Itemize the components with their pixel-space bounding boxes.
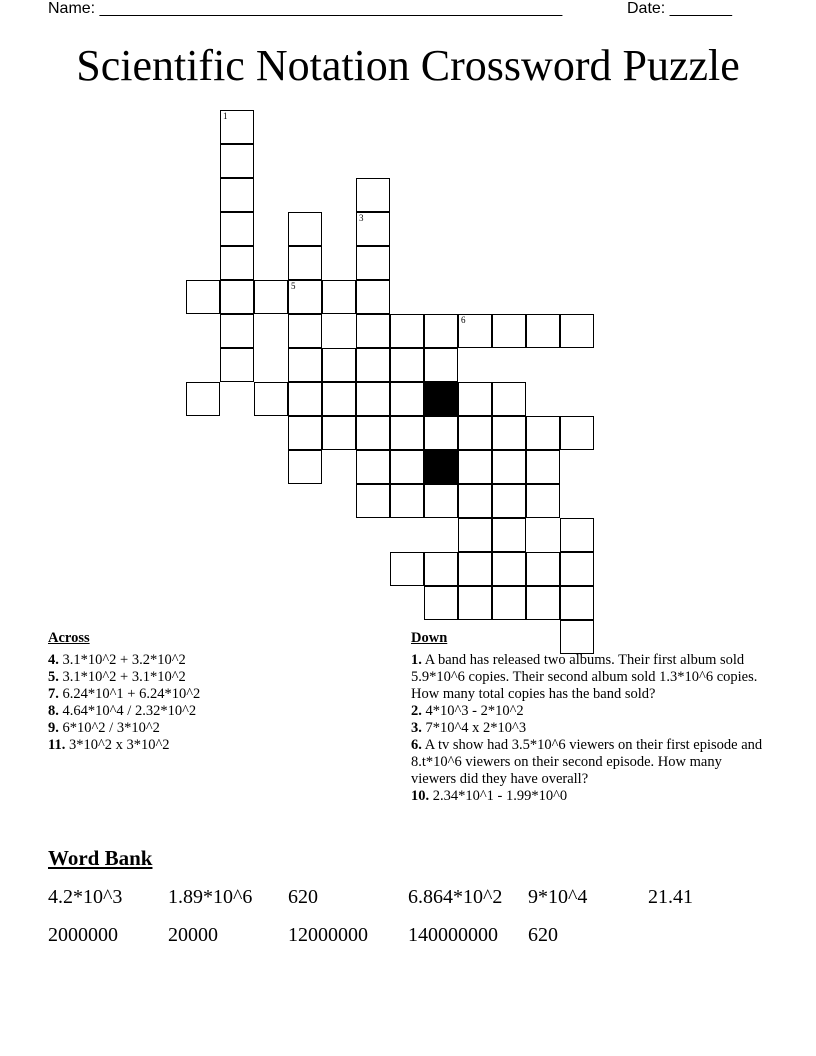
word-bank-item: 4.2*10^3 xyxy=(48,886,123,908)
crossword-cell[interactable] xyxy=(390,348,424,382)
clue-number-label: 11. xyxy=(48,737,66,753)
crossword-cell[interactable] xyxy=(560,416,594,450)
clue-number-label: 1. xyxy=(411,652,422,668)
crossword-cell[interactable] xyxy=(492,314,526,348)
down-clues xyxy=(411,630,766,805)
crossword-cell[interactable] xyxy=(390,382,424,416)
crossword-cell[interactable] xyxy=(288,314,322,348)
crossword-cell[interactable] xyxy=(220,314,254,348)
crossword-cell[interactable] xyxy=(390,314,424,348)
clue-text: 3*10^2 x 3*10^2 xyxy=(65,737,170,753)
clue-number-label: 4. xyxy=(48,652,59,668)
clue-number-label: 8. xyxy=(48,703,59,719)
crossword-cell[interactable] xyxy=(390,484,424,518)
crossword-cell[interactable] xyxy=(526,552,560,586)
crossword-cell[interactable] xyxy=(220,348,254,382)
down-heading: Down xyxy=(411,630,448,646)
across-clues xyxy=(48,630,388,754)
crossword-cell[interactable] xyxy=(424,314,458,348)
crossword-cell[interactable] xyxy=(356,484,390,518)
crossword-cell[interactable] xyxy=(492,382,526,416)
word-bank-item: 9*10^4 xyxy=(528,886,588,908)
crossword-cell[interactable] xyxy=(186,280,220,314)
clue-text: 4.64*10^4 / 2.32*10^2 xyxy=(58,703,197,719)
clue-item xyxy=(411,703,766,720)
crossword-cell[interactable] xyxy=(492,552,526,586)
clue-number: 3 xyxy=(359,213,364,223)
crossword-cell[interactable] xyxy=(526,450,560,484)
crossword-cell[interactable] xyxy=(220,212,254,246)
clue-number-label: 10. xyxy=(411,788,430,804)
crossword-cell[interactable] xyxy=(186,382,220,416)
clue-text: A band has released two albums. Their first album sold 5.9*10^6 copies. Their second album sold 1.3*10^6 copies. How many total copies has the band sold? xyxy=(411,652,758,702)
word-bank-item: 140000000 xyxy=(408,924,498,946)
crossword-cell[interactable] xyxy=(526,484,560,518)
clue-number-label: 5. xyxy=(48,669,59,685)
crossword-cell[interactable] xyxy=(424,484,458,518)
clue-number-label: 2. xyxy=(411,703,422,719)
clue-number: 1 xyxy=(223,111,228,121)
word-bank-item: 6.864*10^2 xyxy=(408,886,503,908)
crossword-cell[interactable] xyxy=(356,280,390,314)
crossword-cell[interactable] xyxy=(390,450,424,484)
crossword-cell[interactable] xyxy=(288,416,322,450)
crossword-cell[interactable] xyxy=(356,450,390,484)
word-bank-item: 620 xyxy=(288,886,318,908)
clue-text: 2.34*10^1 - 1.99*10^0 xyxy=(429,788,568,804)
crossword-cell[interactable] xyxy=(322,348,356,382)
clue-text: 4*10^3 - 2*10^2 xyxy=(421,703,524,719)
crossword-cell[interactable] xyxy=(492,484,526,518)
crossword-cell[interactable] xyxy=(458,382,492,416)
crossword-cell[interactable] xyxy=(322,416,356,450)
crossword-cell[interactable] xyxy=(458,518,492,552)
crossword-cell[interactable] xyxy=(220,178,254,212)
crossword-cell[interactable] xyxy=(254,382,288,416)
crossword-cell[interactable] xyxy=(560,586,594,620)
page-title: Scientific Notation Crossword Puzzle xyxy=(76,41,740,90)
crossword-cell[interactable] xyxy=(356,314,390,348)
clue-text: 3.1*10^2 + 3.2*10^2 xyxy=(58,652,186,668)
crossword-cell[interactable] xyxy=(356,348,390,382)
crossword-cell[interactable] xyxy=(492,450,526,484)
crossword-cell[interactable] xyxy=(288,382,322,416)
word-bank-item: 12000000 xyxy=(288,924,368,946)
name-field-label: Name: ____________________________________________________ xyxy=(48,0,563,17)
crossword-cell[interactable] xyxy=(288,212,322,246)
crossword-cell[interactable] xyxy=(288,280,322,314)
word-bank-item: 620 xyxy=(528,924,558,946)
crossword-cell[interactable] xyxy=(356,178,390,212)
clue-number-label: 9. xyxy=(48,720,59,736)
word-bank-item: 2000000 xyxy=(48,924,118,946)
clue-number-label: 6. xyxy=(411,737,422,753)
crossword-cell[interactable] xyxy=(492,586,526,620)
crossword-cell[interactable] xyxy=(492,416,526,450)
clue-item xyxy=(48,720,388,737)
crossword-cell[interactable] xyxy=(458,552,492,586)
clue-item xyxy=(48,703,388,720)
crossword-cell[interactable] xyxy=(560,314,594,348)
crossword-cell[interactable] xyxy=(458,450,492,484)
crossword-cell[interactable] xyxy=(526,586,560,620)
clue-item xyxy=(411,652,766,703)
word-bank-item: 20000 xyxy=(168,924,218,946)
clue-item xyxy=(411,737,766,788)
crossword-cell[interactable] xyxy=(220,110,254,144)
crossword-cell[interactable] xyxy=(458,314,492,348)
crossword-cell[interactable] xyxy=(356,416,390,450)
crossword-cell[interactable] xyxy=(220,280,254,314)
clue-item xyxy=(411,720,766,737)
word-bank-item: 1.89*10^6 xyxy=(168,886,253,908)
crossword-cell[interactable] xyxy=(356,246,390,280)
word-bank-item: 21.41 xyxy=(648,886,693,908)
crossword-cell[interactable] xyxy=(458,586,492,620)
across-heading: Across xyxy=(48,630,90,646)
crossword-cell[interactable] xyxy=(288,246,322,280)
crossword-cell[interactable] xyxy=(322,382,356,416)
clue-number: 6 xyxy=(461,315,466,325)
black-cell xyxy=(424,382,458,416)
crossword-cell[interactable] xyxy=(424,416,458,450)
clue-text: A tv show had 3.5*10^6 viewers on their first episode and 8.t*10^6 viewers on their second episode. How many viewers did they have overall? xyxy=(411,737,763,787)
crossword-cell[interactable] xyxy=(424,552,458,586)
crossword-cell[interactable] xyxy=(356,212,390,246)
crossword-cell[interactable] xyxy=(356,382,390,416)
crossword-cell[interactable] xyxy=(424,586,458,620)
word-bank-title: Word Bank xyxy=(48,846,153,870)
crossword-cell[interactable] xyxy=(492,518,526,552)
clue-item xyxy=(48,669,388,686)
crossword-cell[interactable] xyxy=(526,314,560,348)
crossword-cell[interactable] xyxy=(322,280,356,314)
clue-text: 7*10^4 x 2*10^3 xyxy=(421,720,527,736)
clue-text: 6.24*10^1 + 6.24*10^2 xyxy=(58,686,201,702)
crossword-cell[interactable] xyxy=(390,552,424,586)
clue-number-label: 7. xyxy=(48,686,59,702)
crossword-cell[interactable] xyxy=(458,484,492,518)
crossword-cell[interactable] xyxy=(220,246,254,280)
crossword-cell[interactable] xyxy=(560,518,594,552)
clue-number-label: 3. xyxy=(411,720,422,736)
date-field-label: Date: _______ xyxy=(627,0,732,17)
crossword-cell[interactable] xyxy=(424,348,458,382)
crossword-cell[interactable] xyxy=(220,144,254,178)
crossword-cell[interactable] xyxy=(288,348,322,382)
clue-item xyxy=(48,737,388,754)
clue-text: 3.1*10^2 + 3.1*10^2 xyxy=(58,669,186,685)
crossword-cell[interactable] xyxy=(458,416,492,450)
black-cell xyxy=(424,450,458,484)
clue-number: 5 xyxy=(291,281,296,291)
clue-text: 6*10^2 / 3*10^2 xyxy=(58,720,160,736)
crossword-cell[interactable] xyxy=(288,450,322,484)
crossword-cell[interactable] xyxy=(560,552,594,586)
clue-item xyxy=(48,652,388,669)
clue-item xyxy=(48,686,388,703)
crossword-cell[interactable] xyxy=(390,416,424,450)
crossword-cell[interactable] xyxy=(526,416,560,450)
crossword-cell[interactable] xyxy=(254,280,288,314)
clue-item xyxy=(411,788,766,805)
